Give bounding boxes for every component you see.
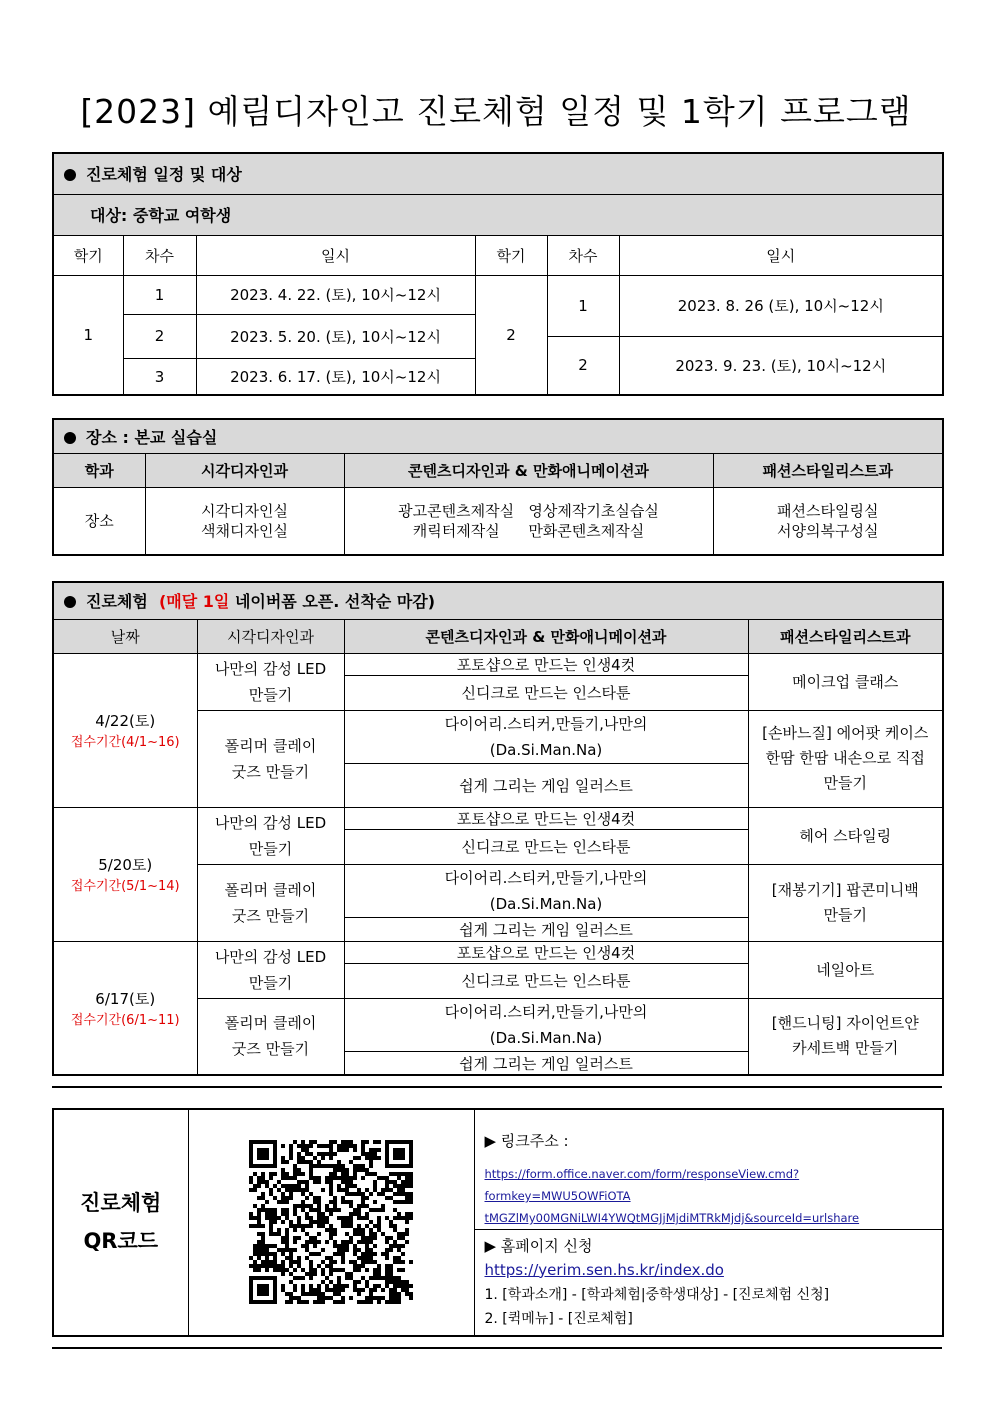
program-fashion-b: [핸드니팅] 자이언트얀 카세트백 만들기 — [748, 998, 943, 1075]
program-clay: 폴리머 클레이 굿즈 만들기 — [197, 864, 344, 941]
t2-round: 1 — [547, 275, 619, 336]
location-visual: 시각디자인실 색채디자인실 — [145, 487, 344, 555]
header-visual: 시각디자인과 — [145, 453, 344, 487]
program-photoshop: 포토샵으로 만드는 인생4컷 — [344, 807, 748, 829]
session-date: 6/17(토) 접수기간(6/1~11) — [53, 941, 197, 1075]
term-1: 1 — [53, 275, 123, 395]
t2-round: 2 — [547, 336, 619, 395]
header-term-2: 학기 — [475, 235, 547, 275]
bullet-icon — [64, 596, 76, 608]
program-diary: 다이어리.스티커,만들기,나만의 (Da.Si.Man.Na) — [344, 864, 748, 917]
t1-round: 1 — [123, 275, 196, 314]
link-heading: ▶ 링크주소 : — [484, 1132, 569, 1150]
header-datetime: 일시 — [196, 235, 475, 275]
divider-bottom — [52, 1347, 942, 1349]
homepage-link[interactable]: https://yerim.sen.hs.kr/index.do — [484, 1260, 724, 1279]
t1-round: 2 — [123, 314, 196, 358]
header-fashion: 패션스타일리스트과 — [748, 619, 943, 653]
location-table — [52, 418, 944, 556]
home-heading: ▶ 홈페이지 신청 — [484, 1236, 593, 1255]
schedule-target: 대상: 중학교 여학생 — [53, 194, 943, 235]
program-fashion-a: 헤어 스타일링 — [748, 807, 943, 864]
t1-round: 3 — [123, 358, 196, 395]
program-led: 나만의 감성 LED 만들기 — [197, 941, 344, 998]
t2-date: 2023. 8. 26 (토), 10시~12시 — [619, 275, 943, 336]
program-game-illust: 쉽게 그리는 게임 일러스트 — [344, 763, 748, 807]
t2-date: 2023. 9. 23. (토), 10시~12시 — [619, 336, 943, 395]
program-game-illust: 쉽게 그리는 게임 일러스트 — [344, 917, 748, 941]
programs-heading: 진로체험 (매달 1일 네이버폼 오픈. 선착순 마감) — [53, 582, 943, 619]
header-date: 날짜 — [53, 619, 197, 653]
program-instatoon: 신디크로 만드는 인스타툰 — [344, 829, 748, 864]
schedule-table — [52, 152, 944, 396]
header-content: 콘텐츠디자인과 & 만화애니메이션과 — [344, 619, 748, 653]
homepage-cell — [474, 1230, 943, 1336]
page-title: [2023] 예림디자인고 진로체험 일정 및 1학기 프로그램 — [80, 92, 912, 131]
header-round-2: 차수 — [547, 235, 619, 275]
qr-table — [52, 1108, 944, 1337]
form-link-cont[interactable]: tMGZlMy00MGNiLWI4YWQtMGJjMjdiMTRkMjdj&sourceId=urlshare — [484, 1211, 860, 1225]
program-clay: 폴리머 클레이 굿즈 만들기 — [197, 998, 344, 1075]
header-visual: 시각디자인과 — [197, 619, 344, 653]
term-2: 2 — [475, 275, 547, 395]
program-game-illust: 쉽게 그리는 게임 일러스트 — [344, 1051, 748, 1075]
program-clay: 폴리머 클레이 굿즈 만들기 — [197, 710, 344, 807]
program-diary: 다이어리.스티커,만들기,나만의 (Da.Si.Man.Na) — [344, 710, 748, 763]
bullet-icon — [64, 432, 76, 444]
bullet-icon — [64, 169, 76, 181]
program-fashion-a: 네일아트 — [748, 941, 943, 998]
header-fashion: 패션스타일리스트과 — [713, 453, 943, 487]
session-date: 5/20토) 접수기간(5/1~14) — [53, 807, 197, 941]
form-link[interactable]: https://form.office.naver.com/form/responseView.cmd?formkey=MWU5OWFiOTA — [484, 1167, 800, 1203]
qr-code-cell — [188, 1109, 474, 1336]
qr-label: 진로체험 QR코드 — [53, 1109, 188, 1336]
program-photoshop: 포토샵으로 만드는 인생4컷 — [344, 941, 748, 963]
location-row-label: 장소 — [53, 487, 145, 555]
link-cell — [474, 1109, 943, 1230]
session-date: 4/22(토) 접수기간(4/1~16) — [53, 653, 197, 807]
program-instatoon: 신디크로 만드는 인스타툰 — [344, 675, 748, 710]
program-led: 나만의 감성 LED 만들기 — [197, 807, 344, 864]
header-dept: 학과 — [53, 453, 145, 487]
location-heading: 장소 : 본교 실습실 — [53, 419, 943, 453]
header-round: 차수 — [123, 235, 196, 275]
program-instatoon: 신디크로 만드는 인스타툰 — [344, 963, 748, 998]
divider — [52, 1086, 942, 1088]
home-step-2: 2. [퀵메뉴] - [진로체험] — [484, 1310, 633, 1327]
program-fashion-a: 메이크업 클래스 — [748, 653, 943, 710]
t1-date: 2023. 6. 17. (토), 10시~12시 — [196, 358, 475, 395]
program-led: 나만의 감성 LED 만들기 — [197, 653, 344, 710]
t1-date: 2023. 4. 22. (토), 10시~12시 — [196, 275, 475, 314]
schedule-heading: 진로체험 일정 및 대상 — [53, 153, 943, 194]
home-step-1: 1. [학과소개] - [학과체험|중학생대상] - [진로체험 신청] — [484, 1286, 830, 1303]
program-fashion-b: [손바느질] 에어팟 케이스 한땀 한땀 내손으로 직접 만들기 — [748, 710, 943, 807]
qr-code-icon[interactable] — [249, 1140, 413, 1304]
header-content: 콘텐츠디자인과 & 만화애니메이션과 — [344, 453, 713, 487]
header-term: 학기 — [53, 235, 123, 275]
t1-date: 2023. 5. 20. (토), 10시~12시 — [196, 314, 475, 358]
program-fashion-b: [재봉기기] 팝콘미니백 만들기 — [748, 864, 943, 941]
programs-table — [52, 581, 944, 1076]
location-content: 광고콘텐츠제작실 영상제작기초실습실 캐릭터제작실 만화콘텐츠제작실 — [344, 487, 713, 555]
header-datetime-2: 일시 — [619, 235, 943, 275]
program-photoshop: 포토샵으로 만드는 인생4컷 — [344, 653, 748, 675]
program-diary: 다이어리.스티커,만들기,나만의 (Da.Si.Man.Na) — [344, 998, 748, 1051]
location-fashion: 패션스타일링실 서양의복구성실 — [713, 487, 943, 555]
